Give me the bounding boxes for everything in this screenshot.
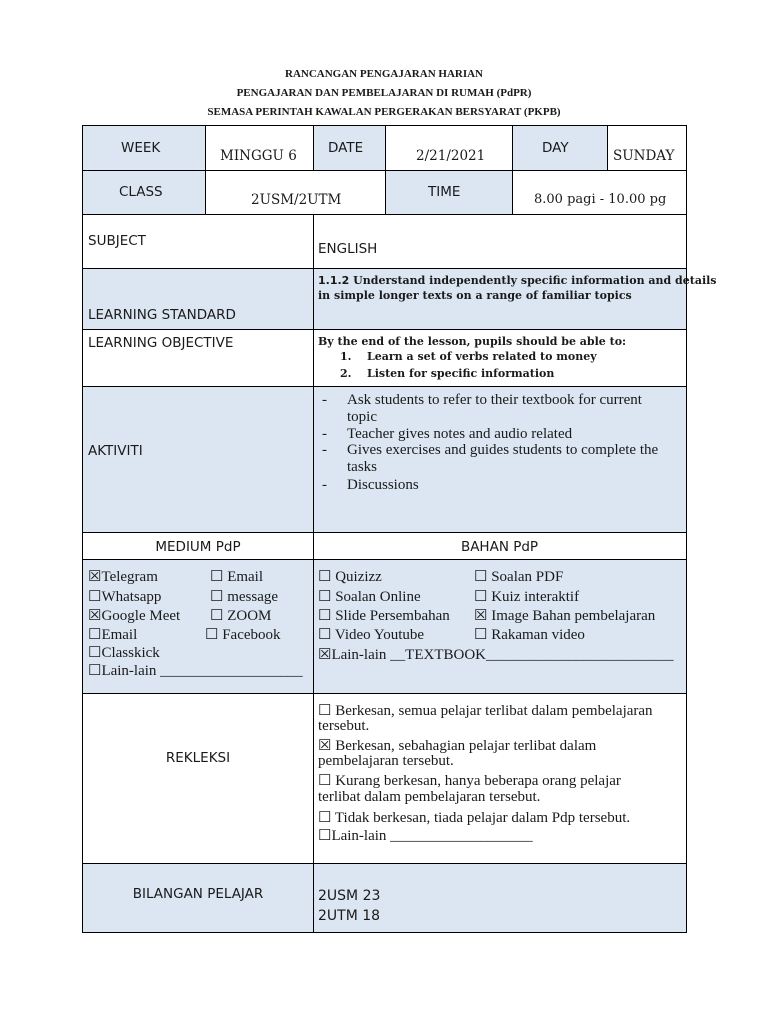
aktiviti-dash: -	[322, 426, 327, 442]
learning-standard-label: LEARNING STANDARD	[88, 307, 236, 323]
objective-intro: By the end of the lesson, pupils should be able to:	[318, 335, 627, 348]
medium-option-zoom[interactable]: ☐ ZOOM	[210, 608, 272, 624]
bilangan-line-1: 2USM 23	[318, 888, 381, 904]
medium-option-telegram[interactable]: ☒Telegram	[88, 569, 158, 585]
medium-header: MEDIUM PdP	[155, 539, 241, 555]
bahan-option-kuiz-interaktif[interactable]: ☐ Kuiz interaktif	[474, 589, 580, 605]
objective-item-1: Learn a set of verbs related to money	[367, 350, 597, 363]
learning-objective-label: LEARNING OBJECTIVE	[88, 335, 234, 351]
row-line	[82, 559, 687, 560]
aktiviti-item-1-cont: topic	[347, 409, 377, 425]
objective-num-1: 1.	[340, 350, 352, 363]
col-line	[607, 125, 608, 170]
medium-option-whatsapp[interactable]: ☐Whatsapp	[88, 589, 162, 605]
doc-title-line2: PENGAJARAN DAN PEMBELAJARAN DI RUMAH (PdPR)	[236, 87, 532, 99]
row-line	[82, 386, 687, 387]
row-line	[82, 268, 687, 269]
class-label: CLASS	[119, 184, 163, 200]
week-value: MINGGU 6	[220, 148, 297, 164]
aktiviti-item-2: Teacher gives notes and audio related	[347, 426, 573, 442]
bahan-option-video-youtube[interactable]: ☐ Video Youtube	[318, 627, 425, 643]
learning-standard-text-2: in simple longer texts on a range of familiar topics	[318, 289, 632, 302]
aktiviti-dash: -	[322, 477, 327, 493]
bilangan-label: BILANGAN PELAJAR	[132, 886, 264, 902]
class-value: 2USM/2UTM	[251, 192, 342, 208]
col-line	[512, 125, 513, 214]
refleksi-line: tersebut.	[318, 718, 370, 734]
bahan-header: BAHAN PdP	[460, 539, 539, 555]
refleksi-line: terlibat dalam pembelajaran tersebut.	[318, 789, 541, 805]
medium-option-email-2[interactable]: ☐Email	[88, 627, 138, 643]
refleksi-line[interactable]: ☐ Berkesan, semua pelajar terlibat dalam pembelajaran	[318, 703, 653, 719]
table-border-left	[82, 125, 83, 933]
bahan-option-quizizz[interactable]: ☐ Quizizz	[318, 569, 382, 585]
learning-standard-text: 1.1.2 Understand independently specific information and details	[318, 274, 717, 287]
medium-option-message[interactable]: ☐ message	[210, 589, 279, 605]
bilangan-line-2: 2UTM 18	[318, 908, 381, 924]
row-line	[82, 863, 687, 864]
doc-title-line3: SEMASA PERINTAH KAWALAN PERGERAKAN BERSYARAT (PKPB)	[207, 106, 561, 118]
refleksi-line[interactable]: ☐ Kurang berkesan, hanya beberapa orang pelajar	[318, 773, 621, 789]
bahan-option-slide[interactable]: ☐ Slide Persembahan	[318, 608, 450, 624]
aktiviti-item-3: Gives exercises and guides students to complete the	[347, 442, 659, 458]
date-value: 2/21/2021	[416, 148, 486, 164]
aktiviti-item-3-cont: tasks	[347, 459, 377, 475]
day-label: DAY	[542, 140, 569, 156]
aktiviti-item-1: Ask students to refer to their textbook for current	[347, 392, 642, 408]
bahan-option-rakaman-video[interactable]: ☐ Rakaman video	[474, 627, 585, 643]
medium-option-email[interactable]: ☐ Email	[210, 569, 264, 585]
week-label: WEEK	[121, 140, 161, 156]
objective-item-2: Listen for specific information	[367, 367, 555, 380]
table-border-right	[686, 125, 687, 933]
aktiviti-item-4: Discussions	[347, 477, 419, 493]
date-label: DATE	[328, 140, 364, 156]
col-line	[313, 125, 314, 170]
bahan-option-soalan-pdf[interactable]: ☐ Soalan PDF	[474, 569, 564, 585]
subject-label: SUBJECT	[88, 233, 146, 249]
row-line	[82, 532, 687, 533]
medium-option-lain-lain[interactable]: ☐Lain-lain ___________________	[88, 663, 303, 679]
learning-standard-code: 1.1.2	[318, 274, 350, 287]
aktiviti-dash: -	[322, 442, 327, 458]
time-value: 8.00 pagi - 10.00 pg	[534, 192, 667, 207]
refleksi-line[interactable]: ☒ Berkesan, sebahagian pelajar terlibat dalam	[318, 738, 597, 754]
row-line	[82, 214, 687, 215]
row-line	[82, 693, 687, 694]
subject-value: ENGLISH	[318, 241, 378, 257]
medium-option-facebook[interactable]: ☐ Facebook	[205, 627, 281, 643]
aktiviti-label: AKTIVITI	[88, 443, 143, 459]
bahan-option-soalan-online[interactable]: ☐ Soalan Online	[318, 589, 421, 605]
col-line	[313, 214, 314, 933]
day-value: SUNDAY	[613, 148, 675, 164]
col-line	[385, 125, 386, 214]
row-line	[82, 329, 687, 330]
medium-option-classkick[interactable]: ☐Classkick	[88, 645, 160, 661]
refleksi-line[interactable]: ☐ Tidak berkesan, tiada pelajar dalam Pdp tersebut.	[318, 810, 631, 826]
bahan-option-lain-lain[interactable]: ☒Lain-lain __TEXTBOOK_________________________	[318, 647, 674, 663]
time-label: TIME	[428, 184, 461, 200]
refleksi-label: REKLEKSI	[165, 750, 231, 766]
aktiviti-dash: -	[322, 392, 327, 408]
doc-title-line1: RANCANGAN PENGAJARAN HARIAN	[285, 68, 483, 80]
refleksi-line: pembelajaran tersebut.	[318, 753, 454, 769]
col-line	[205, 125, 206, 214]
objective-num-2: 2.	[340, 367, 352, 380]
table-border-bottom	[82, 932, 687, 933]
refleksi-line[interactable]: ☐Lain-lain ___________________	[318, 828, 533, 844]
medium-option-google-meet[interactable]: ☒Google Meet	[88, 608, 181, 624]
bahan-option-image-bahan[interactable]: ☒ Image Bahan pembelajaran	[474, 608, 656, 624]
